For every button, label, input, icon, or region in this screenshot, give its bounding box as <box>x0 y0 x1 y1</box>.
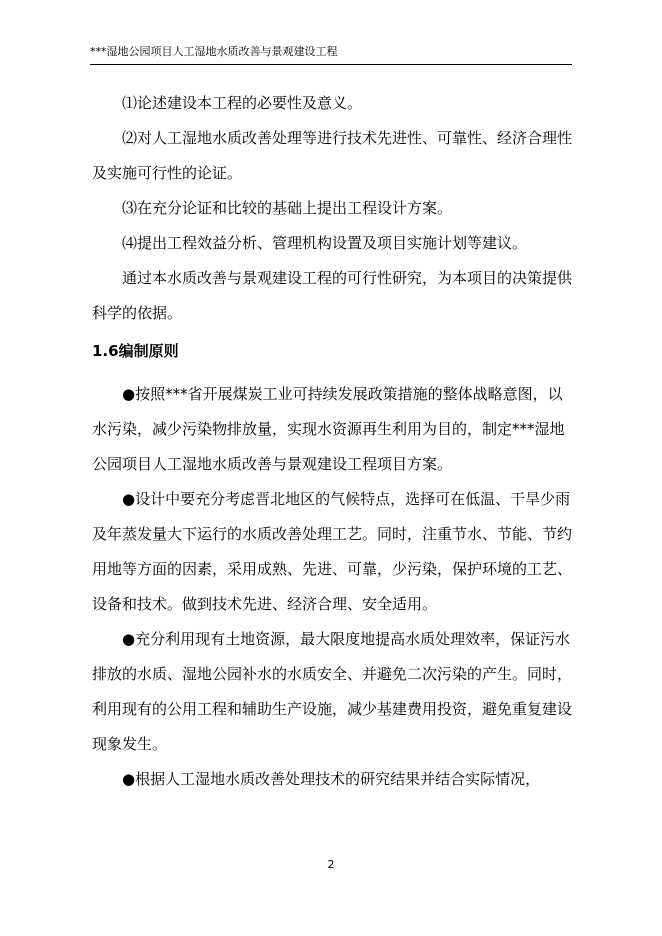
section-heading: 1.6编制原则 <box>92 342 179 360</box>
paragraph-purpose-1: ⑴论述建设本工程的必要性及意义。 <box>122 94 363 112</box>
paragraph-purpose-3: ⑶在充分论证和比较的基础上提出工程设计方案。 <box>122 199 453 217</box>
principle-paragraph-3: ●充分利用现有土地资源，最大限度地提高水质处理效率，保证污水排放的水质、湿地公园补水的水质安全、并避免二次污染的产生。同时，利用现有的公用工程和辅助生产设施，减少基建费用投资，避免重复建设现象发生。 <box>92 630 573 753</box>
principle-paragraph-4: ●根据人工湿地水质改善处理技术的研究结果并结合实际情况， <box>122 770 541 788</box>
paragraph-summary: 通过本水质改善与景观建设工程的可行性研究，为本项目的决策提供科学的依据。 <box>92 269 573 322</box>
page-number: 2 <box>327 858 335 871</box>
document-body <box>92 86 572 797</box>
principle-paragraph-2: ●设计中要充分考虑晋北地区的气候特点，选择可在低温、干旱少雨及年蒸发量大下运行的水质改善处理工艺。同时，注重节水、节能、节约用地等方面的因素，采用成熟、先进、可靠，少污染，保护环境的工艺、设备和技术。做到技术先进、经济合理、安全适用。 <box>92 490 573 613</box>
header-title: ***湿地公园项目人工湿地水质改善与景观建设工程 <box>90 45 338 58</box>
paragraph-purpose-4: ⑷提出工程效益分析、管理机构设置及项目实施计划等建议。 <box>122 234 528 252</box>
principle-paragraph-1: ●按照***省开展煤炭工业可持续发展政策措施的整体战略意图，以水污染，减少污染物排放量，实现水资源再生利用为目的，制定***湿地公园项目人工湿地水质改善与景观建设工程项目方案。 <box>92 385 565 473</box>
paragraph-purpose-2: ⑵对人工湿地水质改善处理等进行技术先进性、可靠性、经济合理性及实施可行性的论证。 <box>92 129 573 182</box>
page-header <box>90 42 572 65</box>
